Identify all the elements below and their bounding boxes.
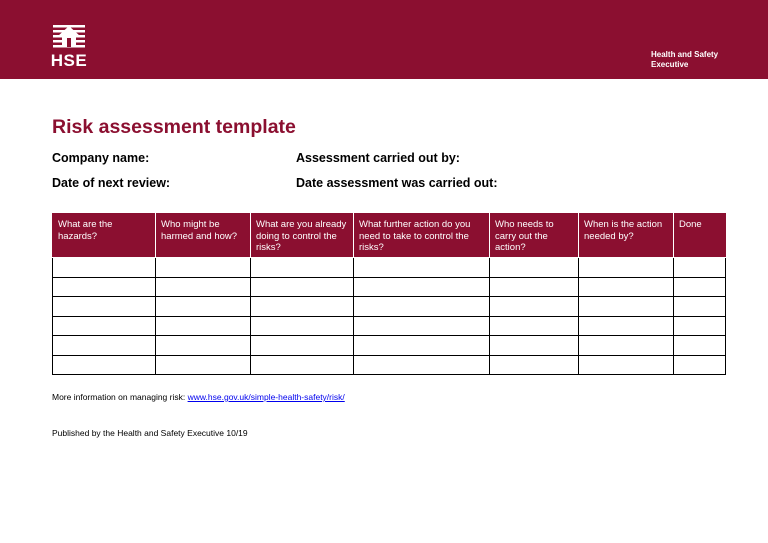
table-cell[interactable] bbox=[674, 336, 726, 356]
table-row bbox=[53, 355, 726, 375]
table-cell[interactable] bbox=[490, 277, 579, 297]
header-current-controls: What are you already doing to control the risks? bbox=[251, 214, 354, 258]
table-cell[interactable] bbox=[490, 355, 579, 375]
header-action-owner: Who needs to carry out the action? bbox=[490, 214, 579, 258]
header-done: Done bbox=[674, 214, 726, 258]
more-info-link[interactable]: www.hse.gov.uk/simple-health-safety/risk/ bbox=[187, 392, 345, 402]
more-info-label: More information on managing risk: bbox=[52, 392, 188, 402]
header-action-due: When is the action needed by? bbox=[579, 214, 674, 258]
table-cell[interactable] bbox=[53, 316, 156, 336]
table-cell[interactable] bbox=[156, 258, 251, 278]
table-header-row bbox=[53, 214, 726, 258]
table-cell[interactable] bbox=[53, 336, 156, 356]
header-further-action: What further action do you need to take to control the risks? bbox=[354, 214, 490, 258]
risk-table bbox=[52, 213, 726, 375]
date-carried-out-label: Date assessment was carried out: bbox=[296, 176, 498, 190]
company-name-label: Company name: bbox=[52, 151, 150, 165]
hse-logo bbox=[48, 25, 90, 69]
table-cell[interactable] bbox=[53, 258, 156, 278]
table-cell[interactable] bbox=[251, 258, 354, 278]
table-cell[interactable] bbox=[156, 316, 251, 336]
table-cell[interactable] bbox=[354, 277, 490, 297]
next-review-label: Date of next review: bbox=[52, 176, 171, 190]
table-cell[interactable] bbox=[354, 258, 490, 278]
table-cell[interactable] bbox=[251, 297, 354, 317]
table-cell[interactable] bbox=[579, 316, 674, 336]
table-cell[interactable] bbox=[251, 316, 354, 336]
table-cell[interactable] bbox=[674, 277, 726, 297]
header-banner bbox=[0, 0, 768, 79]
assessment-by-label: Assessment carried out by: bbox=[296, 151, 460, 165]
table-cell[interactable] bbox=[354, 297, 490, 317]
table-cell[interactable] bbox=[674, 355, 726, 375]
table-cell[interactable] bbox=[490, 258, 579, 278]
page-title: Risk assessment template bbox=[52, 116, 296, 138]
table-cell[interactable] bbox=[156, 297, 251, 317]
published-note: Published by the Health and Safety Executive 10/19 bbox=[52, 428, 248, 438]
org-line-2: Executive bbox=[651, 60, 689, 69]
more-info bbox=[52, 392, 345, 402]
table-cell[interactable] bbox=[53, 297, 156, 317]
table-cell[interactable] bbox=[579, 297, 674, 317]
table-cell[interactable] bbox=[490, 297, 579, 317]
table-cell[interactable] bbox=[674, 258, 726, 278]
table-cell[interactable] bbox=[674, 316, 726, 336]
header-hazards: What are the hazards? bbox=[53, 214, 156, 258]
table-cell[interactable] bbox=[354, 355, 490, 375]
table-cell[interactable] bbox=[354, 316, 490, 336]
table-cell[interactable] bbox=[156, 336, 251, 356]
table-cell[interactable] bbox=[251, 277, 354, 297]
organisation-name bbox=[651, 50, 761, 70]
table-cell[interactable] bbox=[579, 336, 674, 356]
header-who-harmed: Who might be harmed and how? bbox=[156, 214, 251, 258]
org-line-1: Health and Safety bbox=[651, 50, 719, 59]
table-row bbox=[53, 336, 726, 356]
table-cell[interactable] bbox=[579, 355, 674, 375]
table-cell[interactable] bbox=[490, 336, 579, 356]
table-cell[interactable] bbox=[53, 277, 156, 297]
table-row bbox=[53, 297, 726, 317]
table-cell[interactable] bbox=[251, 336, 354, 356]
table-cell[interactable] bbox=[251, 355, 354, 375]
table-row bbox=[53, 316, 726, 336]
table-cell[interactable] bbox=[53, 355, 156, 375]
table-cell[interactable] bbox=[579, 277, 674, 297]
hse-emblem-icon bbox=[53, 25, 85, 51]
table-cell[interactable] bbox=[579, 258, 674, 278]
table-cell[interactable] bbox=[156, 355, 251, 375]
table-cell[interactable] bbox=[674, 297, 726, 317]
table-row bbox=[53, 277, 726, 297]
table-cell[interactable] bbox=[354, 336, 490, 356]
table-cell[interactable] bbox=[490, 316, 579, 336]
table-row bbox=[53, 258, 726, 278]
table-cell[interactable] bbox=[156, 277, 251, 297]
logo-text: HSE bbox=[50, 51, 88, 70]
